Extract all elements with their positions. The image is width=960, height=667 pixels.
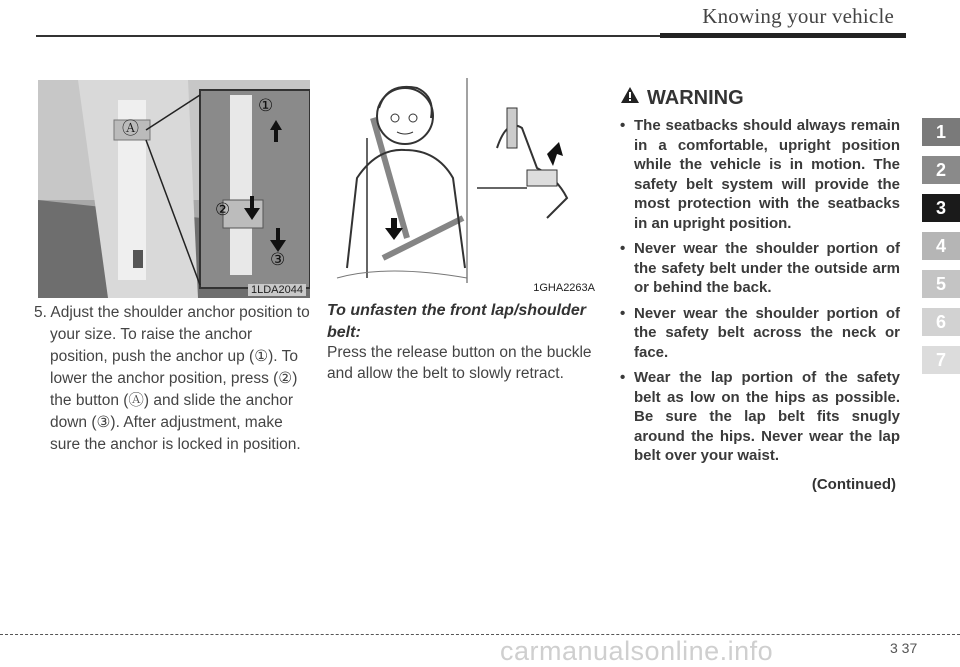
callout-3: ③	[270, 250, 286, 269]
callout-2: ②	[215, 200, 231, 219]
page-header-title: Knowing your vehicle	[702, 4, 894, 28]
step-5-instructions	[34, 302, 314, 456]
unfasten-belt-illustration	[327, 78, 599, 296]
page-number: 3 37	[890, 640, 918, 656]
chapter-tab-3[interactable]: 3	[922, 194, 960, 222]
warning-heading	[620, 86, 900, 110]
footer-rule	[0, 634, 960, 635]
header-rule-accent	[660, 33, 906, 38]
warning-triangle-icon	[620, 86, 640, 110]
warning-item: • Wear the lap portion of the safety belt as low on the hips as possible. Be sure the lap belt fits snugly around the hips. Never wear the lap belt over your waist.	[620, 368, 900, 466]
figure-code: 1LDA2044	[248, 284, 306, 296]
watermark: carmanualsonline.info	[500, 636, 774, 666]
chapter-tab-7[interactable]: 7	[922, 346, 960, 374]
chapter-tab-1[interactable]: 1	[922, 118, 960, 146]
figure-code: 1GHA2263A	[533, 282, 595, 294]
chapter-tab-6[interactable]: 6	[922, 308, 960, 336]
warning-item: • Never wear the shoulder portion of the safety belt across the neck or face.	[620, 304, 900, 363]
unfasten-body: Press the release button on the buckle and allow the belt to slowly retract.	[327, 344, 592, 382]
warning-list	[620, 116, 900, 466]
warning-item: • The seatbacks should always remain in a comfortable, upright position while the vehicle is in motion. The safety belt system will provide the most protection with the seatbacks in an upright position.	[620, 116, 900, 233]
chapter-tab-5[interactable]: 5	[922, 270, 960, 298]
chapter-tabs	[922, 118, 960, 384]
warning-item: • Never wear the shoulder portion of the safety belt under the outside arm or behind the back.	[620, 239, 900, 298]
chapter-tab-4[interactable]: 4	[922, 232, 960, 260]
callout-1: ①	[258, 96, 274, 115]
warning-title: WARNING	[647, 86, 744, 109]
continued-label: (Continued)	[811, 475, 896, 493]
shoulder-anchor-photo	[38, 80, 310, 298]
warning-section	[620, 86, 900, 493]
callout-a: Ⓐ	[122, 119, 139, 138]
step-5-text: 5. Adjust the shoulder anchor position to your size. To raise the anchor position, push the anchor up (①). To lower the anchor position, press (②) the button (Ⓐ) and slide the anchor down (③). After adjustment, make sure the anchor is locked in position.	[34, 304, 310, 453]
unfasten-heading: To unfasten the front lap/shoulder belt:	[327, 302, 586, 341]
chapter-tab-2[interactable]: 2	[922, 156, 960, 184]
